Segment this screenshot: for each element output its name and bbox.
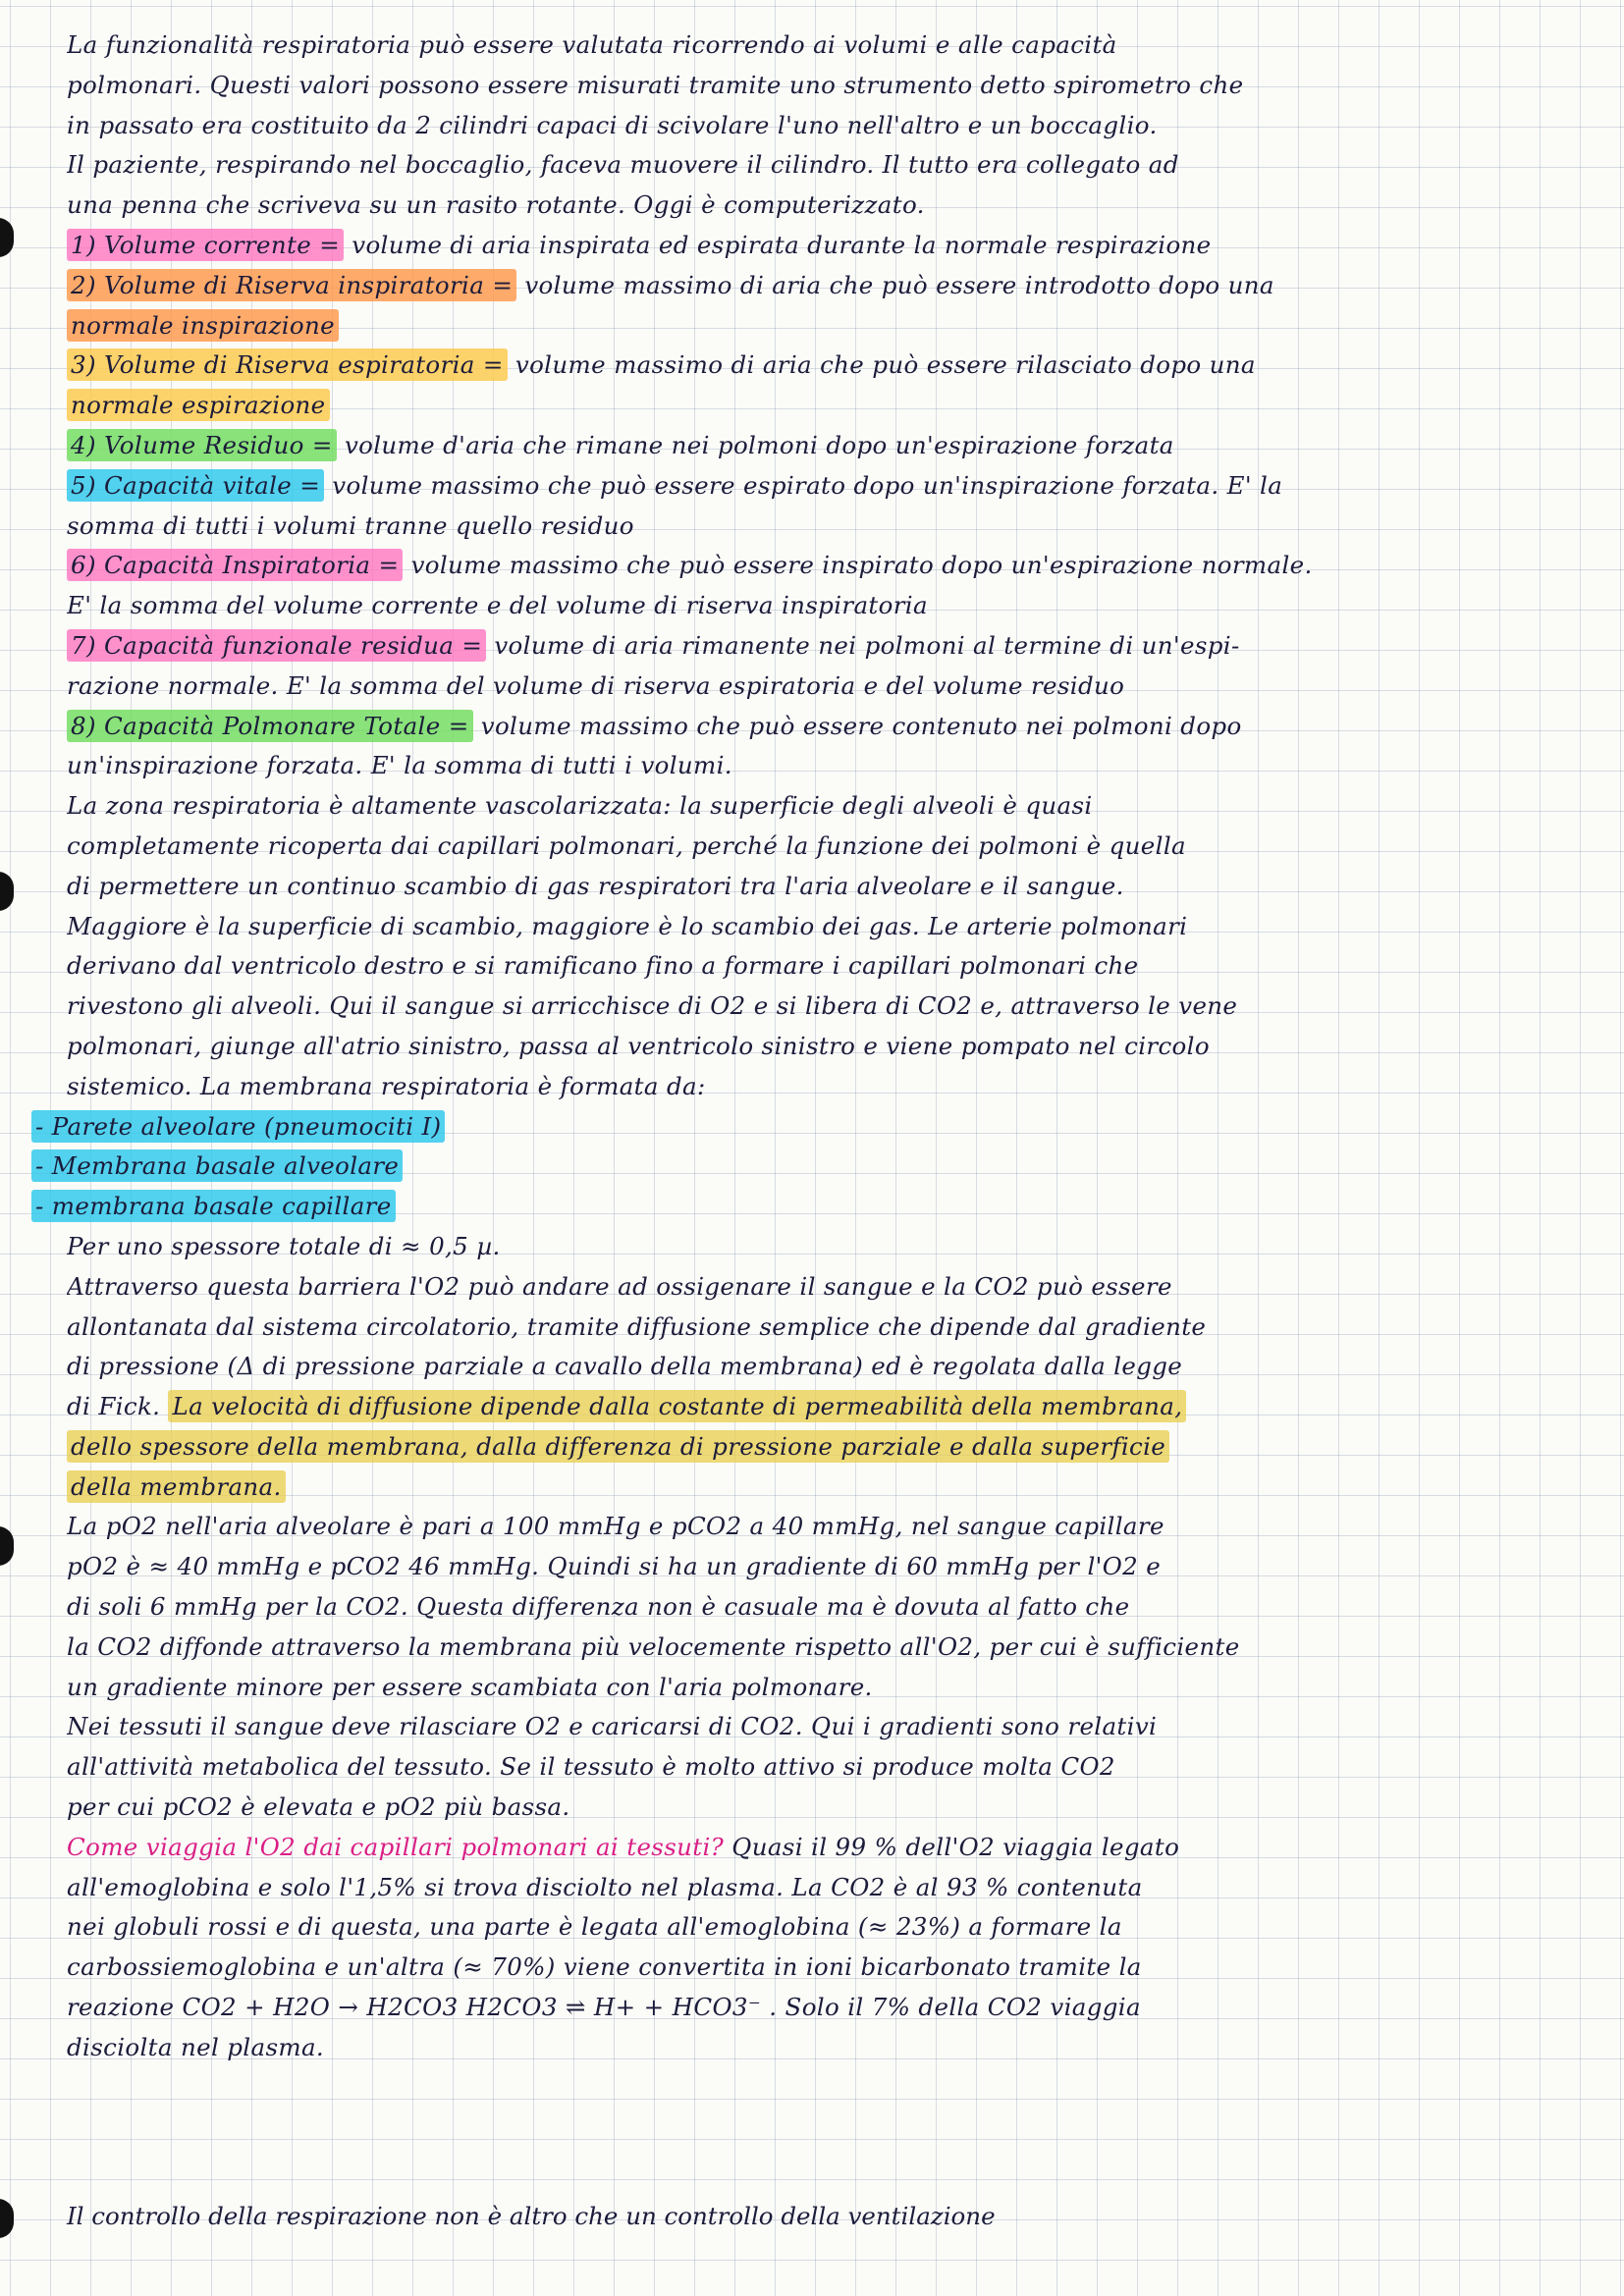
definition-item xyxy=(67,466,1579,547)
definition-text: volume d'aria che rimane nei polmoni dopo un'espirazione forzata xyxy=(344,430,1174,459)
text-line: sistemico. La membrana respiratoria è formata da: xyxy=(67,1071,706,1100)
definition-item xyxy=(67,626,1579,707)
text-line: un gradiente minore per essere scambiata con l'aria polmonare. xyxy=(67,1672,873,1701)
text-line: pO2 è ≈ 40 mmHg e pCO2 46 mmHg. Quindi si ha un gradiente di 60 mmHg per l'O2 e xyxy=(67,1552,1162,1581)
diffusion-paragraph xyxy=(67,1267,1579,1508)
footer-line: Il controllo della respirazione non è altro che un controllo della ventilazione xyxy=(67,2202,996,2230)
binder-hole-mark xyxy=(0,1526,14,1566)
definition-term: 7) Capacità funzionale residua = xyxy=(67,629,486,662)
text-line: di pressione (Δ di pressione parziale a cavallo della membrana) ed è regolata dalla legge xyxy=(67,1352,1183,1381)
gradient-paragraph xyxy=(67,1507,1579,1707)
text-fragment: di Fick. xyxy=(67,1392,161,1421)
definition-text: volume massimo di aria che può essere rilasciato dopo una xyxy=(514,350,1256,380)
text-line: carbossiemoglobina e un'altra (≈ 70%) viene convertita in ioni bicarbonato tramite la xyxy=(67,1952,1142,1982)
definition-text-continued: un'inspirazione forzata. E' la somma di tutti i volumi. xyxy=(67,751,732,780)
definition-item xyxy=(67,707,1579,787)
text-line: allontanata dal sistema circolatorio, tramite diffusione semplice che dipende dal gradiente xyxy=(67,1311,1207,1341)
text-line: La pO2 nell'aria alveolare è pari a 100 mmHg e pCO2 a 40 mmHg, nel sangue capillare xyxy=(67,1512,1164,1541)
text-line: in passato era costituito da 2 cilindri capaci di scivolare l'uno nell'altro e un boccaglio. xyxy=(67,110,1158,139)
handwritten-notes xyxy=(35,26,1579,2068)
text-line: Maggiore è la superficie di scambio, maggiore è lo scambio dei gas. Le arterie polmonari xyxy=(67,911,1188,940)
tissues-paragraph xyxy=(67,1707,1579,1827)
definitions-list xyxy=(67,226,1579,786)
text-line: completamente ricoperta dai capillari polmonari, perché la funzione dei polmoni è quella xyxy=(67,830,1186,860)
binder-hole-mark xyxy=(0,2199,14,2238)
definition-text: volume massimo che può essere contenuto nei polmoni dopo xyxy=(480,711,1242,740)
text-fragment: Quasi il 99 % dell'O2 viaggia legato xyxy=(731,1832,1180,1861)
text-line: di soli 6 mmHg per la CO2. Questa differenza non è casuale ma è dovuta al fatto che xyxy=(67,1592,1130,1622)
respiratory-zone-paragraph xyxy=(67,786,1579,1106)
text-line: polmonari. Questi valori possono essere misurati tramite uno strumento detto spirometro che xyxy=(67,70,1244,99)
definition-item xyxy=(67,226,1579,266)
definition-item xyxy=(67,266,1579,347)
question-heading: Come viaggia l'O2 dai capillari polmonari ai tessuti? xyxy=(67,1832,725,1861)
text-line: una penna che scriveva su un rasito rotante. Oggi è computerizzato. xyxy=(67,190,925,220)
definition-term: 5) Capacità vitale = xyxy=(67,469,324,502)
membrane-layers-list xyxy=(31,1107,1579,1227)
definition-text: volume di aria inspirata ed espirata durante la normale respirazione xyxy=(352,230,1212,259)
definition-text-continued: razione normale. E' la somma del volume di riserva espiratoria e del volume residuo xyxy=(67,670,1125,700)
fick-law-highlight: La velocità di diffusione dipende dalla costante di permeabilità della membrana, xyxy=(168,1390,1186,1422)
text-line: all'attività metabolica del tessuto. Se il tessuto è molto attivo si produce molta CO2 xyxy=(67,1752,1115,1782)
text-line: nei globuli rossi e di questa, una parte è legata all'emoglobina (≈ 23%) a formare la xyxy=(67,1912,1122,1942)
definition-item xyxy=(67,346,1579,426)
text-line: disciolta nel plasma. xyxy=(67,2032,325,2061)
definition-text: volume massimo di aria che può essere introdotto dopo una xyxy=(524,270,1274,299)
definition-term: 1) Volume corrente = xyxy=(67,229,344,261)
text-line: La funzionalità respiratoria può essere valutata ricorrendo ai volumi e alle capacità xyxy=(67,30,1117,59)
definition-term: 8) Capacità Polmonare Totale = xyxy=(67,710,473,742)
membrane-layer-item: - membrana basale capillare xyxy=(31,1190,396,1222)
binder-hole-mark xyxy=(0,872,14,911)
definition-text-continued: normale espirazione xyxy=(67,389,330,421)
text-line: di permettere un continuo scambio di gas respiratori tra l'aria alveolare e il sangue. xyxy=(67,871,1124,900)
definition-term: 2) Volume di Riserva inspiratoria = xyxy=(67,269,516,301)
text-line: per cui pCO2 è elevata e pO2 più bassa. xyxy=(67,1792,570,1822)
definition-term: 3) Volume di Riserva espiratoria = xyxy=(67,348,508,381)
definition-text: volume massimo che può essere inspirato dopo un'espirazione normale. xyxy=(410,551,1313,580)
intro-paragraph xyxy=(67,26,1579,226)
text-line: all'emoglobina e solo l'1,5% si trova disciolto nel plasma. La CO2 è al 93 % contenuta xyxy=(67,1872,1143,1901)
definition-term: 4) Volume Residuo = xyxy=(67,429,337,461)
text-line: Il paziente, respirando nel boccaglio, faceva muovere il cilindro. Il tutto era collegato ad xyxy=(67,150,1179,180)
gas-transport-paragraph xyxy=(67,1828,1579,2068)
definition-term: 6) Capacità Inspiratoria = xyxy=(67,549,403,581)
text-line: La zona respiratoria è altamente vascolarizzata: la superficie degli alveoli è quasi xyxy=(67,791,1093,821)
text-line: la CO2 diffonde attraverso la membrana più velocemente rispetto all'O2, per cui è sufficiente xyxy=(67,1631,1240,1661)
text-line: Nei tessuti il sangue deve rilasciare O2 e caricarsi di CO2. Qui i gradienti sono relativi xyxy=(67,1712,1158,1741)
text-line: derivano dal ventricolo destro e si ramificano fino a formare i capillari polmonari che xyxy=(67,951,1139,981)
definition-text-continued: E' la somma del volume corrente e del volume di riserva inspiratoria xyxy=(67,591,928,620)
definition-text: volume di aria rimanente nei polmoni al termine di un'espi- xyxy=(494,630,1240,660)
text-line: polmonari, giunge all'atrio sinistro, passa al ventricolo sinistro e viene pompato nel circolo xyxy=(67,1031,1210,1060)
definition-text: volume massimo che può essere espirato dopo un'inspirazione forzata. E' la xyxy=(332,470,1283,500)
fick-law-highlight: dello spessore della membrana, dalla differenza di pressione parziale e dalla superficie xyxy=(67,1430,1169,1463)
binder-hole-mark xyxy=(0,218,14,257)
definition-text-continued: normale inspirazione xyxy=(67,309,339,342)
fick-law-highlight: della membrana. xyxy=(67,1470,286,1503)
text-line: Attraverso questa barriera l'O2 può andare ad ossigenare il sangue e la CO2 può essere xyxy=(67,1271,1172,1301)
definition-text-continued: somma di tutti i volumi tranne quello residuo xyxy=(67,510,634,540)
membrane-thickness: Per uno spessore totale di ≈ 0,5 µ. xyxy=(67,1231,501,1260)
text-line: reazione CO2 + H2O → H2CO3 H2CO3 ⇌ H+ + HCO3⁻ . Solo il 7% della CO2 viaggia xyxy=(67,1993,1141,2022)
definition-item xyxy=(67,426,1579,466)
text-line: rivestono gli alveoli. Qui il sangue si arricchisce di O2 e si libera di CO2 e, attraverso le vene xyxy=(67,991,1238,1021)
membrane-layer-item: - Membrana basale alveolare xyxy=(31,1149,403,1182)
definition-item xyxy=(67,546,1579,626)
membrane-layer-item: - Parete alveolare (pneumociti I) xyxy=(31,1110,445,1143)
